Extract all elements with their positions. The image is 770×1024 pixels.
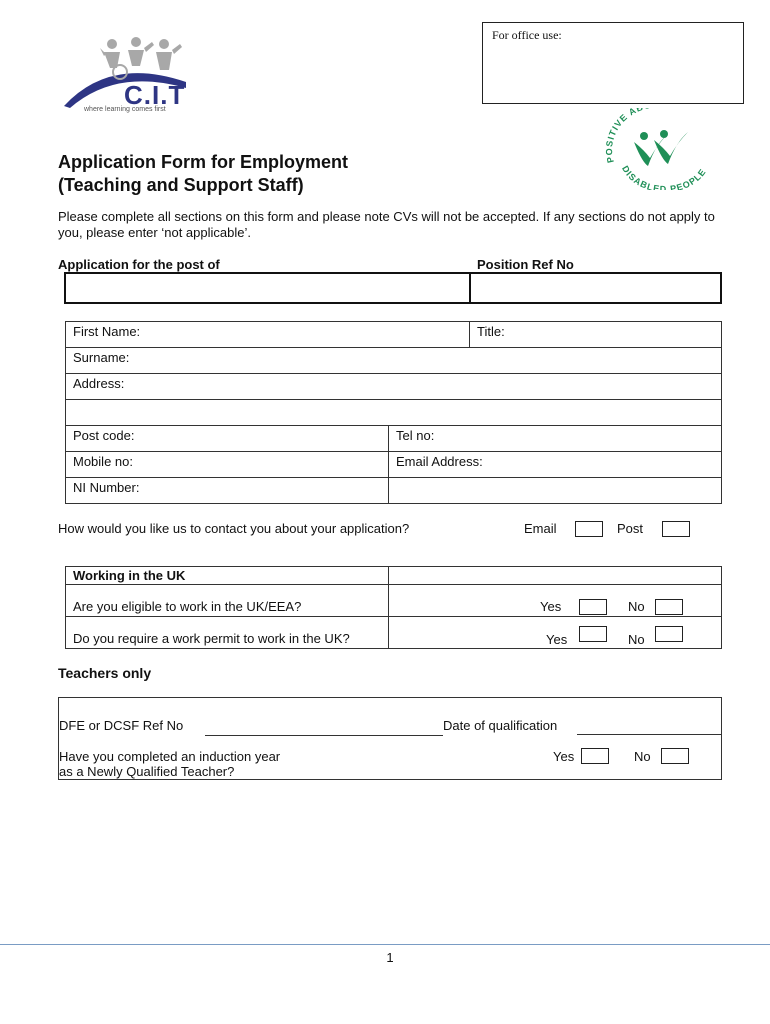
title-label: Title: (477, 324, 505, 339)
induction-question (59, 749, 280, 779)
working-in-uk-heading: Working in the UK (66, 567, 389, 585)
post-label: Application for the post of (58, 257, 220, 272)
svg-text:DISABLED PEOPLE (620, 164, 708, 190)
post-input[interactable] (65, 273, 470, 303)
ni-number-field[interactable] (66, 478, 389, 504)
cit-logo-text: C.I.T (124, 80, 186, 110)
induction-no-label: No (634, 749, 651, 764)
cit-logo-tagline: where learning comes first (84, 106, 166, 113)
qualification-date-input[interactable] (577, 734, 721, 735)
page-number: 1 (386, 950, 394, 965)
teachers-only-heading: Teachers only (58, 665, 152, 681)
permit-no-label: No (628, 632, 645, 647)
post-table (64, 272, 722, 304)
induction-yes-checkbox[interactable] (581, 748, 609, 764)
working-in-uk-heading-blank (389, 567, 722, 585)
tel-label: Tel no: (396, 428, 435, 443)
tel-field[interactable] (389, 426, 722, 452)
dfe-ref-input[interactable] (205, 735, 443, 736)
contact-email-label: Email (524, 521, 557, 536)
qualification-date-label: Date of qualification (443, 718, 558, 733)
contact-post-checkbox[interactable] (662, 521, 690, 537)
email-address-field[interactable] (389, 452, 722, 478)
position-ref-label: Position Ref No (477, 257, 574, 272)
address-label: Address: (73, 376, 125, 391)
contact-post-label: Post (617, 521, 644, 536)
eligible-yes-checkbox[interactable] (579, 599, 607, 615)
permit-yes-label: Yes (546, 632, 568, 647)
position-ref-input[interactable] (470, 273, 721, 303)
eligible-no-label: No (628, 599, 645, 614)
svg-text:POSITIVE ABOUT (604, 108, 667, 164)
induction-no-checkbox[interactable] (661, 748, 689, 764)
ni-number-label: NI Number: (73, 480, 140, 495)
positive-about-disabled-people-badge (604, 108, 714, 190)
badge-bottom-text: DISABLED PEOPLE (620, 163, 709, 190)
first-name-label: First Name: (73, 324, 141, 339)
post-code-label: Post code: (73, 428, 135, 443)
permit-no-checkbox[interactable] (655, 626, 683, 642)
eligible-question: Are you eligible to work in the UK/EEA? (66, 585, 389, 617)
dfe-ref-label: DFE or DCSF Ref No (59, 718, 184, 733)
induction-yes-label: Yes (553, 749, 575, 764)
office-use-label: For office use: (492, 28, 562, 42)
teachers-only-box (58, 697, 722, 780)
title-field[interactable] (470, 322, 722, 348)
address-field[interactable] (66, 374, 722, 400)
email-address-label: Email Address: (396, 454, 483, 469)
contact-question: How would you like us to contact you about your application? (58, 521, 410, 536)
permit-question: Do you require a work permit to work in the UK? (66, 617, 389, 649)
first-name-field[interactable] (66, 322, 470, 348)
eligible-no-checkbox[interactable] (655, 599, 683, 615)
eligible-yes-label: Yes (540, 599, 562, 614)
cit-logo (60, 34, 190, 124)
surname-field[interactable] (66, 348, 722, 374)
footer-divider (0, 944, 770, 945)
title-line-2: (Teaching and Support Staff) (58, 175, 304, 195)
address-line-2-field[interactable] (66, 400, 722, 426)
ni-number-extra-cell[interactable] (389, 478, 722, 504)
permit-yes-checkbox[interactable] (579, 626, 607, 642)
post-code-field[interactable] (66, 426, 389, 452)
disability-badge-graphic (604, 108, 714, 190)
page-title (58, 151, 348, 197)
induction-question-line-1: Have you completed an induction year (59, 749, 281, 764)
mobile-label: Mobile no: (73, 454, 133, 469)
badge-top-text: POSITIVE A (604, 108, 639, 164)
induction-question-line-2: as a Newly Qualified Teacher? (59, 764, 235, 779)
surname-label: Surname: (73, 350, 130, 365)
mobile-field[interactable] (66, 452, 389, 478)
personal-details-table (65, 321, 722, 504)
title-line-1: Application Form for Employment (58, 152, 349, 172)
office-use-box (482, 22, 744, 104)
contact-email-checkbox[interactable] (575, 521, 603, 537)
working-in-uk-table (65, 566, 722, 649)
intro-text: Please complete all sections on this form and please note CVs will not be accepted. If any sections do not apply to you, please enter ‘not applicable’. (58, 209, 715, 240)
